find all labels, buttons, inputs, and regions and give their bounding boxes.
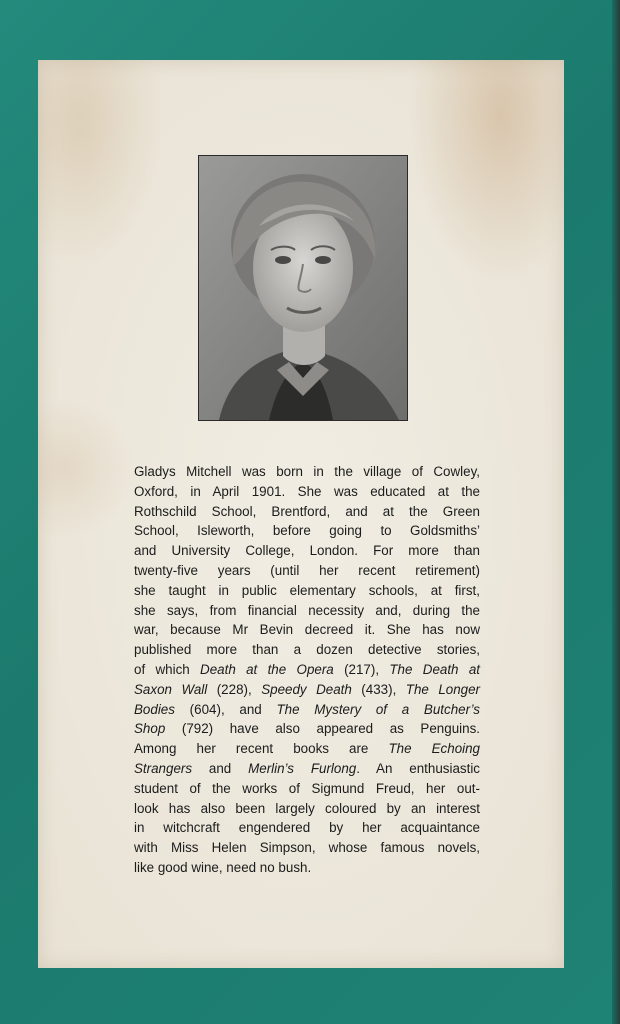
bio-text: Among her recent books are [134,741,389,757]
bio-text: twenty-five years (until her recent retirement) [134,562,480,578]
bio-text: she says, from financial necessity and, during the [134,602,480,618]
bio-line [134,680,480,700]
book-title: The Echoing [388,741,481,757]
bio-line [134,482,480,502]
bio-line [134,799,480,819]
bio-text: and University College, London. For more than [134,543,480,559]
bio-text: Oxford, in April 1901. She was educated at the [134,483,480,499]
bio-text: in witchcraft engendered by her acquaintance [134,820,480,836]
bio-line [134,541,480,561]
author-portrait [198,155,408,421]
bio-text: published more than a dozen detective stories, [134,642,480,658]
bio-text: (604), and [174,701,277,717]
bio-text: student of the works of Sigmund Freud, her out- [134,780,480,796]
book-title: Bodies [134,701,175,717]
bio-line [134,640,480,660]
bio-line [134,462,480,482]
bio-line [134,581,480,601]
bio-text: and [192,760,249,776]
bio-text: Rothschild School, Brentford, and at the Green [134,503,480,519]
book-title: The Mystery of a Butcher’s [276,701,481,717]
bio-line [134,601,480,621]
bio-line [134,719,480,739]
bio-line [134,521,480,541]
book-title: Saxon Wall [134,681,208,697]
bio-text: of which [134,661,201,677]
bio-line [134,759,480,779]
bio-text: (433), [351,681,406,697]
book-title: The Longer [405,681,481,697]
bio-text: look has also been largely coloured by an interest [134,800,480,816]
bio-text: war, because Mr Bevin decreed it. She has now [134,622,480,638]
bio-text: (217), [333,661,390,677]
bio-text: Gladys Mitchell was born in the village of Cowley, [134,464,480,479]
bio-line [134,561,480,581]
bio-line [134,818,480,838]
bio-line [134,739,480,759]
bio-text: she taught in public elementary schools, at first, [134,582,480,598]
bio-line [134,779,480,799]
bio-text: School, Isleworth, before going to Goldsmiths’ [134,523,480,539]
book-title: Death at the Opera [200,661,334,677]
bio-line [134,700,480,720]
bio-text: (228), [207,681,262,697]
book-title: Merlin’s Furlong [248,760,357,776]
bio-text: with Miss Helen Simpson, whose famous novels, [134,840,480,856]
book-title: Speedy Death [261,681,352,697]
bio-text: . An enthusiastic [356,760,480,776]
bio-text: like good wine, need no bush. [134,859,312,875]
author-biography [134,462,480,878]
bio-text: (792) have also appeared as Penguins. [165,721,480,737]
bio-line [134,502,480,522]
bio-line [134,858,480,878]
book-title: Shop [134,721,166,737]
bio-line [134,620,480,640]
paper-panel [38,60,564,968]
book-title: Strangers [134,760,193,776]
book-title: The Death at [389,661,480,677]
portrait-photo [199,156,407,420]
bio-line [134,660,480,680]
spine-edge [612,0,620,1024]
bio-line [134,838,480,858]
